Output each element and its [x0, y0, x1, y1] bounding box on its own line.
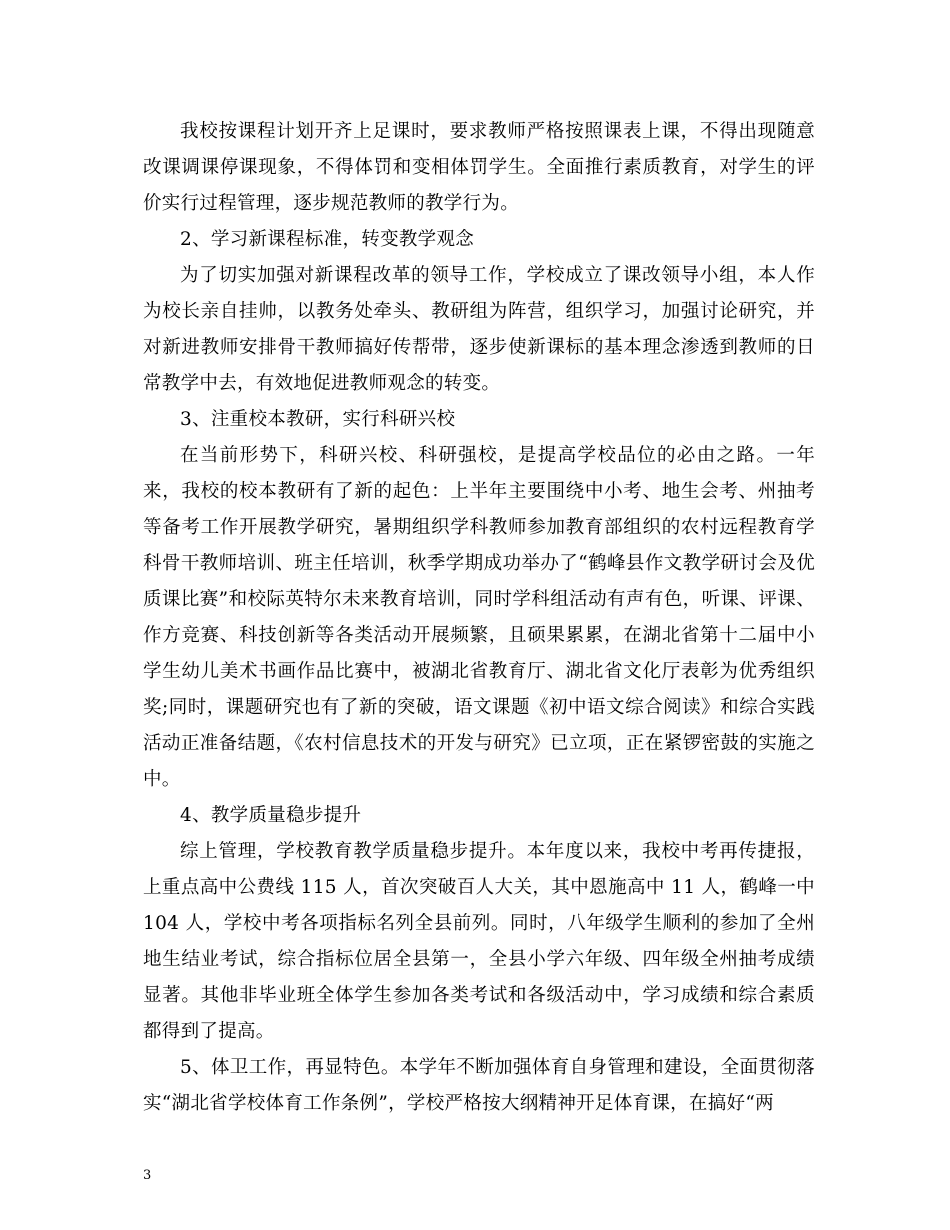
document-body: [143, 114, 815, 1122]
section-heading-3: 3、注重校本教研，实行科研兴校: [180, 409, 456, 430]
paragraph-school-research: 在当前形势下，科研兴校、科研强校，是提高学校品位的必由之路。一年来，我校的校本教研有了新的起色：上半年主要围绕中小考、地生会考、州抽考等备考工作开展教学研究，暑期组织学科教师参加教育部组织的农村远程教育学科骨干教师培训、班主任培训，秋季学期成功举办了“鹤峰县作文教学研讨会及优质课比赛”和校际英特尔未来教育培训，同时学科组活动有声有色，听课、评课、作方竞赛、科技创新等各类活动开展频繁，且硕果累累，在湖北省第十二届中小学生幼儿美术书画作品比赛中，被湖北省教育厅、湖北省文化厅表彰为优秀组织奖;同时，课题研究也有了新的突破，语文课题《初中语文综合阅读》和综合实践活动正准备结题，《农村信息技术的开发与研究》已立项，正在紧锣密鼓的实施之中。: [143, 445, 815, 790]
paragraph-sports-health: 5、体卫工作，再显特色。本学年不断加强体育自身管理和建设，全面贯彻落实“湖北省学校体育工作条例”，学校严格按大纲精神开足体育课，在搞好“两: [143, 1057, 815, 1114]
paragraph-teaching-quality: 综上管理，学校教育教学质量稳步提升。本年度以来，我校中考再传捷报，上重点高中公费线 115 人，首次突破百人大关，其中恩施高中 11 人，鹤峰一中 104 人，学校中考各项指标名列全县前列。同时，八年级学生顺利的参加了全州地生结业考试，综合指标位居全县第一，全县小学六年级、四年级全州抽考成绩显著。其他非毕业班全体学生参加各类考试和各级活动中，学习成绩和综合素质都得到了提高。: [143, 841, 815, 1042]
page-number: 3: [143, 1168, 152, 1183]
section-heading-2: 2、学习新课程标准，转变教学观念: [180, 229, 475, 250]
section-heading-4: 4、教学质量稳步提升: [180, 805, 362, 826]
paragraph-course-schedule: 我校按课程计划开齐上足课时，要求教师严格按照课表上课，不得出现随意改课调课停课现象，不得体罚和变相体罚学生。全面推行素质教育，对学生的评价实行过程管理，逐步规范教师的教学行为。: [143, 121, 815, 214]
paragraph-curriculum-reform: 为了切实加强对新课程改革的领导工作，学校成立了课改领导小组，本人作为校长亲自挂帅，以教务处牵头、教研组为阵营，组织学习，加强讨论研究，并对新进教师安排骨干教师搞好传帮带，逐步使新课标的基本理念渗透到教师的日常教学中去，有效地促进教师观念的转变。: [143, 265, 815, 394]
